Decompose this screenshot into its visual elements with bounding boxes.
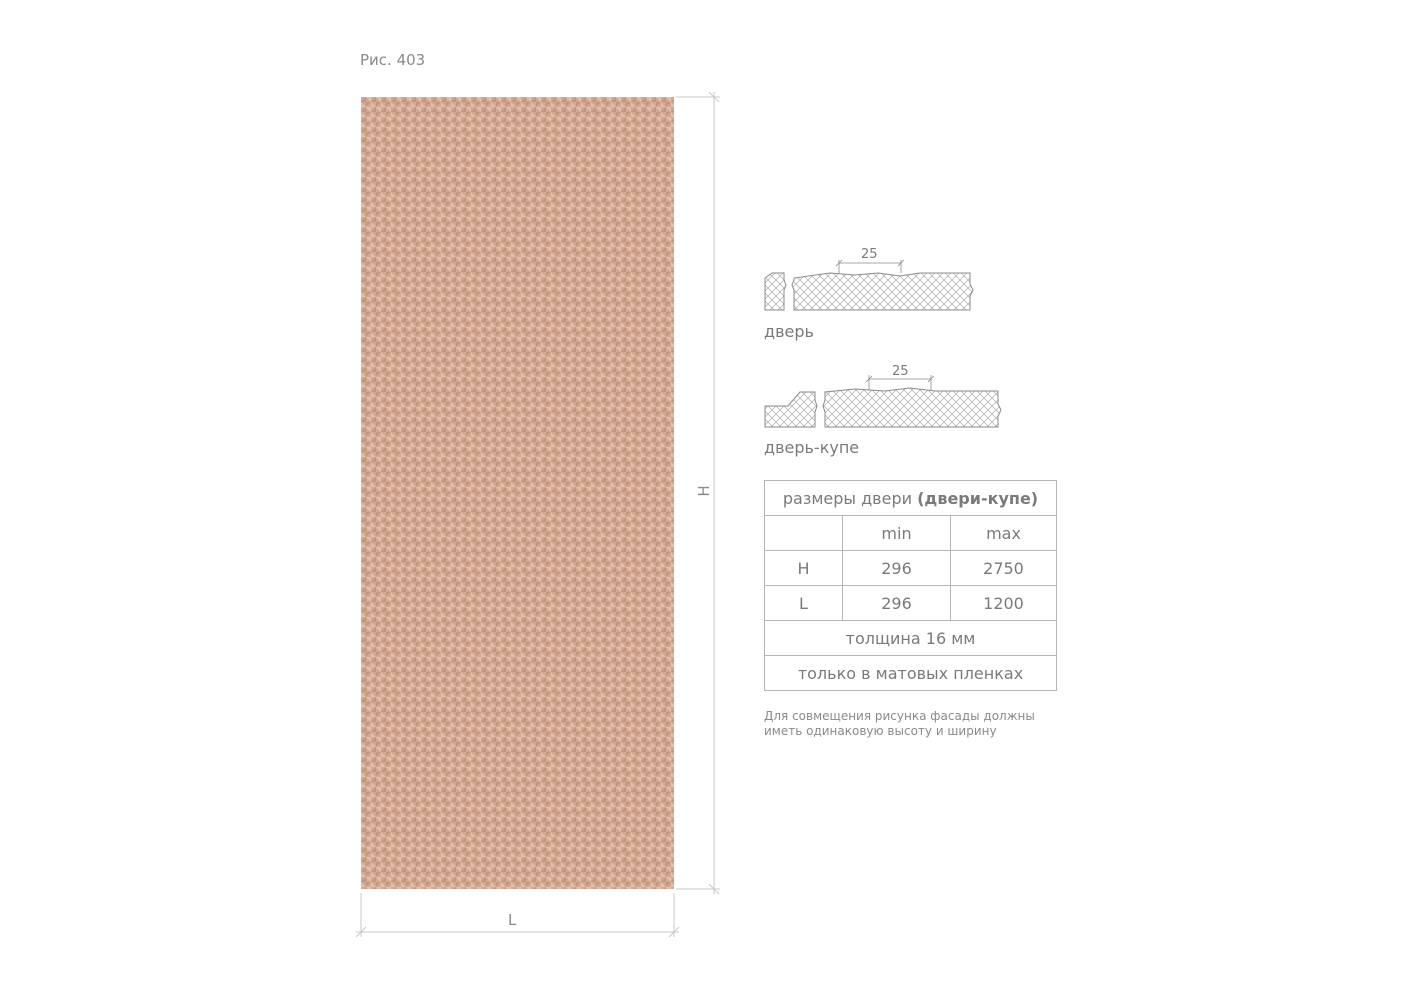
thickness-row	[765, 621, 1057, 656]
table-header-empty	[765, 516, 843, 551]
table-title-bold: (двери-купе)	[917, 488, 1039, 508]
row-label: L	[765, 586, 843, 621]
row-max: 1200	[951, 586, 1057, 621]
row-label: H	[765, 551, 843, 586]
width-label: L	[508, 911, 517, 929]
table-row	[765, 551, 1057, 586]
table-title-row	[765, 481, 1057, 516]
row-max: 2750	[951, 551, 1057, 586]
height-label: H	[695, 485, 713, 497]
thickness-cell: толщина 16 мм	[765, 621, 1057, 656]
table-title-prefix: размеры двери	[782, 488, 918, 508]
finish-row	[765, 656, 1057, 691]
door-profile-dimension: 25	[861, 247, 878, 262]
table-row	[765, 586, 1057, 621]
row-min: 296	[843, 551, 951, 586]
sizes-table	[764, 480, 1057, 691]
figure-label: Рис. 403	[360, 51, 426, 69]
alignment-note: Для совмещения рисунка фасады должны иметь одинаковую высоту и ширину	[764, 709, 1035, 738]
row-min: 296	[843, 586, 951, 621]
sliding-door-caption: дверь-купе	[764, 438, 860, 457]
table-title	[765, 481, 1057, 516]
finish-cell: только в матовых пленках	[765, 656, 1057, 691]
facade-panel	[361, 97, 674, 889]
sliding-door-profile-dimension: 25	[892, 364, 909, 379]
table-header-min: min	[843, 516, 951, 551]
sliding-door-profile-drawing	[760, 358, 1010, 438]
table-header-row	[765, 516, 1057, 551]
door-caption: дверь	[764, 322, 814, 341]
table-header-max: max	[951, 516, 1057, 551]
door-profile-drawing	[760, 240, 980, 320]
